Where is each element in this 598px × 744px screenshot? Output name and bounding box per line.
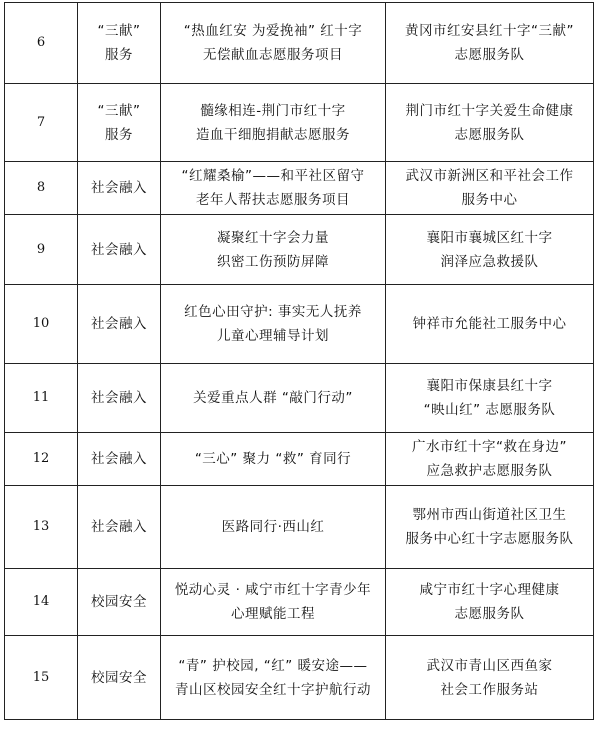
organization-cell-line: 荆门市红十字关爱生命健康	[405, 102, 574, 119]
project-name-cell-line: 凝聚红十字会力量	[217, 229, 329, 246]
category-cell-line: 服务	[105, 47, 133, 63]
table-row	[5, 215, 594, 285]
row-number-cell: 10	[5, 285, 78, 364]
category-cell-line: 校园安全	[91, 594, 147, 610]
category-cell	[78, 162, 161, 215]
project-name-cell-line: 织密工伤预防屏障	[217, 253, 329, 270]
category-cell	[78, 636, 161, 720]
category-cell	[78, 364, 161, 433]
organization-cell-line: 鄂州市西山街道社区卫生	[412, 507, 567, 523]
project-name-cell-line: 悦动心灵 · 咸宁市红十字青少年	[174, 582, 372, 598]
organization-cell-line: 武汉市新洲区和平社会工作	[405, 168, 574, 184]
project-name-cell-line: 医路同行·西山红	[221, 519, 325, 535]
row-number-cell: 6	[5, 3, 78, 84]
organization-cell-line: 志愿服务队	[454, 126, 525, 143]
volunteer-projects-table	[4, 2, 594, 720]
category-cell	[78, 569, 161, 636]
organization-cell-line: 服务中心	[461, 192, 518, 208]
table-row	[5, 636, 594, 720]
category-cell	[78, 84, 161, 162]
organization-cell	[386, 162, 594, 215]
category-cell	[78, 215, 161, 285]
project-name-cell	[161, 3, 386, 84]
project-name-cell	[161, 433, 386, 486]
category-cell-line: 社会融入	[91, 180, 147, 196]
organization-cell	[386, 569, 594, 636]
organization-cell-line: 广水市红十字“救在身边”	[412, 439, 567, 455]
project-name-cell-line: 心理赋能工程	[231, 606, 315, 622]
table-row	[5, 486, 594, 569]
organization-cell-line: 应急救护志愿服务队	[426, 463, 553, 479]
row-number-cell: 9	[5, 215, 78, 285]
row-number-cell: 11	[5, 364, 78, 433]
organization-cell	[386, 84, 594, 162]
organization-cell	[386, 486, 594, 569]
organization-cell-line: 咸宁市红十字心理健康	[419, 582, 560, 598]
category-cell-line: “三献”	[97, 102, 141, 119]
row-number-cell: 8	[5, 162, 78, 215]
organization-cell-line: 襄阳市保康县红十字	[426, 378, 553, 394]
organization-cell-line: 钟祥市允能社工服务中心	[412, 316, 567, 332]
category-cell-line: 社会融入	[91, 519, 147, 535]
category-cell	[78, 486, 161, 569]
table-row	[5, 285, 594, 364]
organization-cell-line: 润泽应急救援队	[440, 253, 539, 270]
project-name-cell	[161, 162, 386, 215]
project-name-cell	[161, 364, 386, 433]
organization-cell-line: 社会工作服务站	[440, 681, 539, 698]
category-cell-line: 社会融入	[91, 316, 147, 332]
table-row	[5, 364, 594, 433]
organization-cell-line: 襄阳市襄城区红十字	[426, 229, 553, 246]
organization-cell-line: 志愿服务队	[454, 606, 525, 622]
project-name-cell-line: 红色心田守护: 事实无人抚养	[184, 304, 362, 320]
organization-cell-line: 服务中心红十字志愿服务队	[405, 531, 574, 547]
project-name-cell-line: 关爱重点人群 “敲门行动”	[193, 390, 353, 406]
table-row	[5, 84, 594, 162]
category-cell-line: 服务	[105, 126, 133, 143]
project-name-cell-line: “青” 护校园, “红” 暖安途——	[178, 657, 368, 674]
table-row	[5, 162, 594, 215]
category-cell-line: “三献”	[97, 23, 141, 39]
row-number-cell: 14	[5, 569, 78, 636]
project-name-cell-line: 老年人帮扶志愿服务项目	[196, 192, 350, 208]
project-name-cell-line: “红耀桑榆”——和平社区留守	[181, 168, 365, 184]
project-name-cell-line: 青山区校园安全红十字护航行动	[175, 681, 371, 698]
row-number-cell: 13	[5, 486, 78, 569]
category-cell-line: 社会融入	[91, 390, 147, 406]
row-number-cell: 7	[5, 84, 78, 162]
organization-cell	[386, 433, 594, 486]
table-row	[5, 569, 594, 636]
organization-cell	[386, 3, 594, 84]
organization-cell-line: 黄冈市红安县红十字“三献”	[405, 23, 574, 39]
organization-cell-line: “映山红” 志愿服务队	[423, 402, 556, 418]
organization-cell-line: 武汉市青山区西鱼家	[426, 657, 553, 674]
project-name-cell-line: 儿童心理辅导计划	[217, 328, 329, 344]
project-name-cell-line: “三心” 聚力 “救” 育同行	[194, 451, 352, 467]
project-name-cell	[161, 569, 386, 636]
organization-cell	[386, 285, 594, 364]
project-name-cell	[161, 215, 386, 285]
table-body	[5, 3, 594, 720]
row-number-cell: 15	[5, 636, 78, 720]
project-name-cell-line: 髓缘相连-荆门市红十字	[200, 102, 346, 119]
project-name-cell	[161, 285, 386, 364]
project-name-cell	[161, 636, 386, 720]
organization-cell	[386, 636, 594, 720]
organization-cell	[386, 364, 594, 433]
project-name-cell	[161, 84, 386, 162]
category-cell-line: 校园安全	[91, 669, 147, 686]
category-cell	[78, 433, 161, 486]
category-cell-line: 社会融入	[91, 451, 147, 467]
project-name-cell-line: 造血干细胞捐献志愿服务	[196, 126, 350, 143]
table-row	[5, 433, 594, 486]
organization-cell	[386, 215, 594, 285]
category-cell	[78, 3, 161, 84]
organization-cell-line: 志愿服务队	[454, 47, 525, 63]
category-cell-line: 社会融入	[91, 241, 147, 258]
category-cell	[78, 285, 161, 364]
project-name-cell-line: “热血红安 为爱挽袖” 红十字	[183, 23, 363, 39]
project-name-cell	[161, 486, 386, 569]
project-name-cell-line: 无偿献血志愿服务项目	[203, 47, 343, 63]
table-row	[5, 3, 594, 84]
row-number-cell: 12	[5, 433, 78, 486]
